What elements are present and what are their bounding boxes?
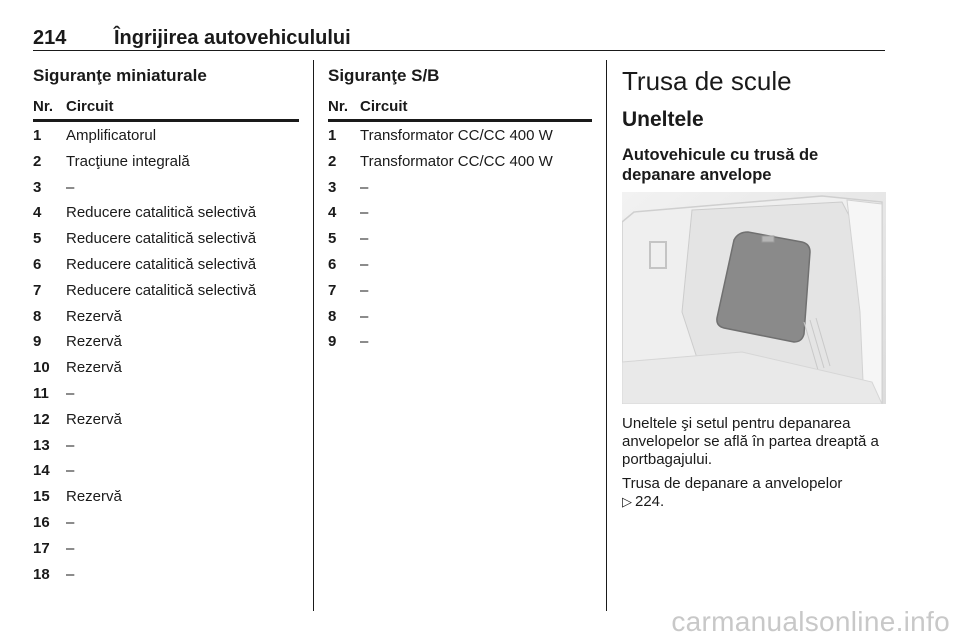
subsection-heading: Uneltele: [622, 108, 704, 131]
fuse-number: 8: [328, 307, 337, 325]
fuse-circuit: –: [360, 307, 369, 325]
fuse-number: 3: [328, 178, 337, 196]
fuse-circuit: Transformator CC/CC 400 W: [360, 152, 553, 170]
table-row: [33, 123, 299, 149]
chapter-title: Îngrijirea autovehiculului: [114, 27, 351, 49]
fuse-number: 12: [33, 410, 50, 428]
table-row: [33, 200, 299, 226]
table-row: [33, 536, 299, 562]
fuse-number: 2: [33, 152, 42, 170]
section-title: Siguranţe miniaturale: [33, 66, 207, 85]
fuse-circuit: Rezervă: [66, 488, 122, 506]
table-row: [33, 226, 299, 252]
table-row: [328, 252, 592, 278]
page-reference-link[interactable]: 224.: [635, 493, 665, 510]
fuse-circuit: –: [66, 513, 75, 531]
table-row: [33, 458, 299, 484]
fuse-circuit: Reducere catalitică selectivă: [66, 204, 257, 222]
fuse-number: 6: [33, 255, 42, 273]
table-row: [328, 278, 592, 304]
fuse-number: 9: [328, 333, 337, 351]
tyre-kit-label: Trusa de depanare a anvelopelor: [622, 475, 843, 492]
fuse-circuit: –: [360, 230, 369, 248]
fuse-circuit: –: [360, 281, 369, 299]
header-rule: [33, 50, 885, 51]
fuse-number: 5: [328, 230, 337, 248]
table-header-rule: [33, 119, 299, 122]
fuse-table-body: [33, 123, 299, 587]
table-header-rule: [328, 119, 592, 122]
column-divider: [606, 60, 607, 611]
subsubsection-heading: Autovehicule cu trusă de depanare anvelope: [622, 146, 819, 184]
column-header-circuit: Circuit: [360, 98, 408, 115]
table-row: [33, 484, 299, 510]
fuse-number: 13: [33, 436, 50, 454]
fuse-number: 8: [33, 307, 42, 325]
fuse-circuit: Tracţiune integrală: [66, 152, 190, 170]
fuse-number: 9: [33, 333, 42, 351]
tyre-kit-reference-paragraph: [622, 475, 886, 511]
table-row: [328, 304, 592, 330]
fuse-circuit: Rezervă: [66, 333, 122, 351]
fuse-circuit: –: [66, 539, 75, 557]
fuse-number: 14: [33, 462, 50, 480]
fuse-number: 6: [328, 255, 337, 273]
fuse-circuit: –: [360, 178, 369, 196]
fuse-circuit: –: [66, 565, 75, 583]
column-divider: [313, 60, 314, 611]
fuse-table-body: [328, 123, 592, 355]
section-title: Siguranţe S/B: [328, 66, 440, 85]
fuse-number: 17: [33, 539, 50, 557]
fuse-number: 11: [33, 384, 49, 402]
table-row: [33, 149, 299, 175]
fuse-circuit: Reducere catalitică selectivă: [66, 230, 257, 248]
table-row: [328, 123, 592, 149]
trunk-toolkit-photo: [622, 192, 886, 404]
fuse-number: 10: [33, 359, 50, 377]
column-header-nr: Nr.: [328, 98, 349, 115]
table-row: [328, 200, 592, 226]
fuse-number: 3: [33, 178, 42, 196]
fuse-number: 4: [328, 204, 337, 222]
fuse-number: 4: [33, 204, 42, 222]
fuse-circuit: –: [360, 255, 369, 273]
fuse-number: 7: [328, 281, 337, 299]
fuse-number: 7: [33, 281, 42, 299]
fuse-number: 15: [33, 488, 50, 506]
fuse-circuit: Rezervă: [66, 307, 122, 325]
table-row: [33, 304, 299, 330]
page-number: 214: [33, 27, 67, 49]
fuse-circuit: Rezervă: [66, 410, 122, 428]
fuse-circuit: Amplificatorul: [66, 127, 157, 144]
table-row: [33, 407, 299, 433]
column-header-nr: Nr.: [33, 98, 54, 115]
fuse-number: 1: [328, 127, 337, 144]
table-row: [33, 355, 299, 381]
fuse-circuit: –: [66, 384, 75, 402]
table-row: [33, 329, 299, 355]
table-row: [328, 226, 592, 252]
fuse-circuit: –: [66, 436, 75, 454]
fuse-circuit: Reducere catalitică selectivă: [66, 281, 257, 299]
section-heading: Trusa de scule: [622, 66, 792, 96]
fuse-number: 16: [33, 513, 50, 531]
fuse-circuit: –: [360, 204, 369, 222]
table-row: [328, 175, 592, 201]
table-row: [328, 329, 592, 355]
fuse-number: 18: [33, 565, 50, 583]
fuse-circuit: –: [66, 178, 75, 196]
table-row: [33, 278, 299, 304]
column-header-circuit: Circuit: [66, 98, 114, 115]
table-row: [33, 381, 299, 407]
fuse-circuit: Transformator CC/CC 400 W: [360, 127, 553, 144]
fuse-circuit: Rezervă: [66, 359, 122, 377]
table-row: [33, 510, 299, 536]
fuse-number: 1: [33, 127, 42, 144]
page-reference-arrow-icon: ▷: [622, 494, 632, 509]
fuse-number: 5: [33, 230, 42, 248]
table-header: [33, 98, 299, 120]
fuse-circuit: –: [66, 462, 75, 480]
watermark: carmanualsonline.info: [671, 606, 950, 637]
fuse-number: 2: [328, 152, 337, 170]
fuse-circuit: –: [360, 333, 369, 351]
fuse-circuit: Reducere catalitică selectivă: [66, 255, 257, 273]
table-row: [33, 562, 299, 588]
tools-location-paragraph: Uneltele şi setul pentru depanarea anvelopelor se află în partea dreaptă a portbagajului.: [622, 415, 879, 468]
table-row: [33, 433, 299, 459]
table-row: [33, 175, 299, 201]
table-header: [328, 98, 592, 120]
table-row: [33, 252, 299, 278]
table-row: [328, 149, 592, 175]
